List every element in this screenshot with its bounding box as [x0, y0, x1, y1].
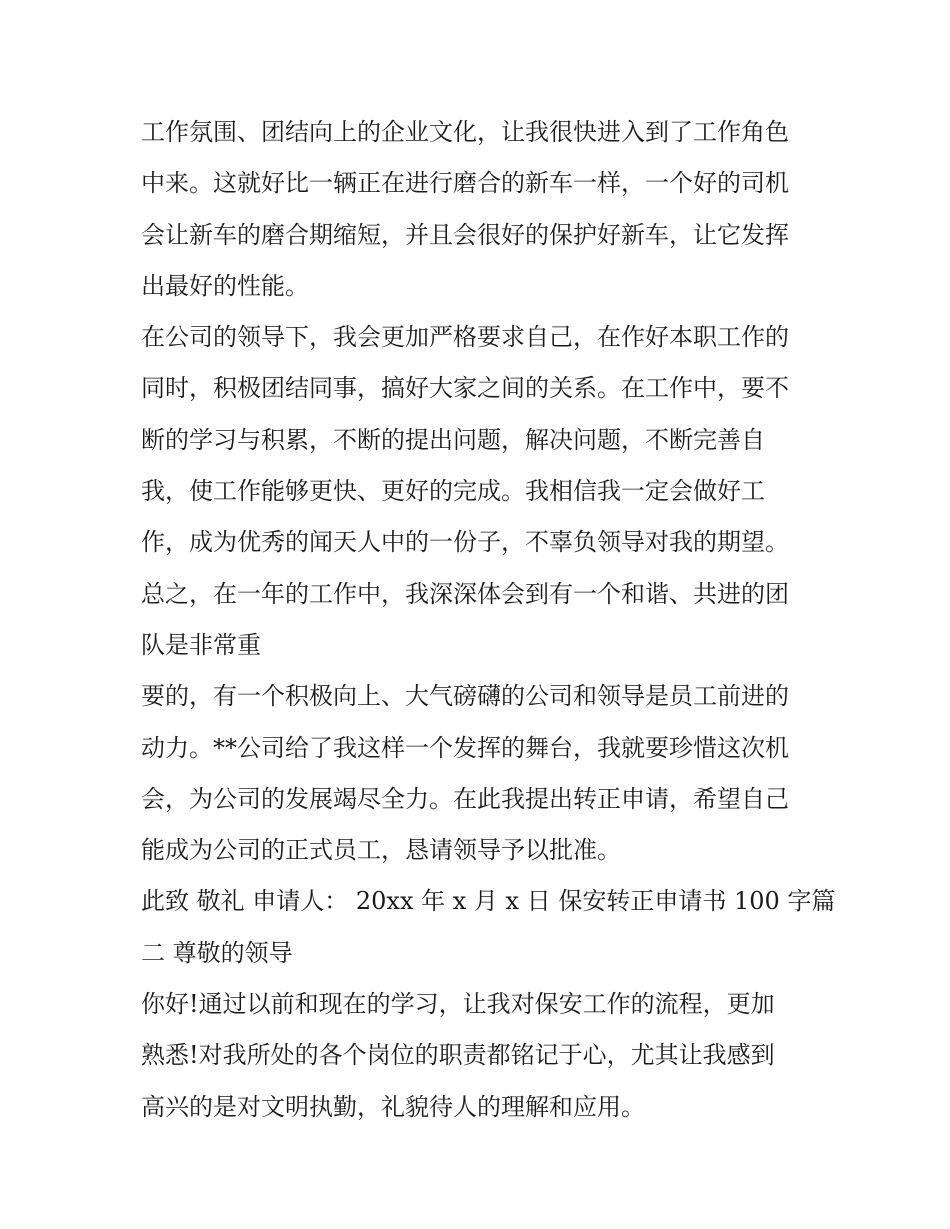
text-line: 高兴的是对文明执勤，礼貌待人的理解和应用。 — [141, 1092, 645, 1121]
text-line: 总之，在一年的工作中，我深深体会到有一个和谐、共进的团 — [141, 579, 789, 608]
text-line: 你好!通过以前和现在的学习，让我对保安工作的流程，更加 — [141, 990, 775, 1019]
text-line: 动力。**公司给了我这样一个发挥的舞台，我就要珍惜这次机 — [141, 733, 789, 762]
text-line: 断的学习与积累，不断的提出问题，解决问题，不断完善自 — [141, 425, 765, 454]
text-line: 出最好的性能。 — [141, 271, 309, 300]
text-line: 会让新车的磨合期缩短，并且会很好的保护好新车，让它发挥 — [141, 220, 789, 249]
text-line: 要的，有一个积极向上、大气磅礴的公司和领导是员工前进的 — [141, 682, 789, 711]
text-line: 中来。这就好比一辆正在进行磨合的新车一样，一个好的司机 — [141, 169, 789, 198]
text-line: 工作氛围、团结向上的企业文化，让我很快进入到了工作角色 — [141, 118, 789, 146]
text-line: 二 尊敬的领导 — [141, 938, 293, 967]
text-line: 我，使工作能够更快、更好的完成。我相信我一定会做好工 — [141, 477, 765, 506]
text-line: 在公司的领导下，我会更加严格要求自己，在作好本职工作的 — [141, 323, 789, 352]
document-body — [141, 107, 836, 1133]
text-line: 熟悉!对我所处的各个岗位的职责都铭记于心，尤其让我感到 — [141, 1041, 775, 1070]
text-line: 能成为公司的正式员工，恳请领导予以批准。 — [141, 836, 621, 865]
text-line: 作，成为优秀的闻天人中的一份子，不辜负领导对我的期望。 — [141, 528, 789, 557]
text-line: 会，为公司的发展竭尽全力。在此我提出转正申请，希望自己 — [141, 784, 789, 813]
text-line: 同时，积极团结同事，搞好大家之间的关系。在工作中，要不 — [141, 374, 789, 403]
text-line: 此致 敬礼 申请人： 20xx 年 x 月 x 日 保安转正申请书 100 字篇 — [141, 887, 836, 916]
text-line: 队是非常重 — [141, 630, 261, 659]
